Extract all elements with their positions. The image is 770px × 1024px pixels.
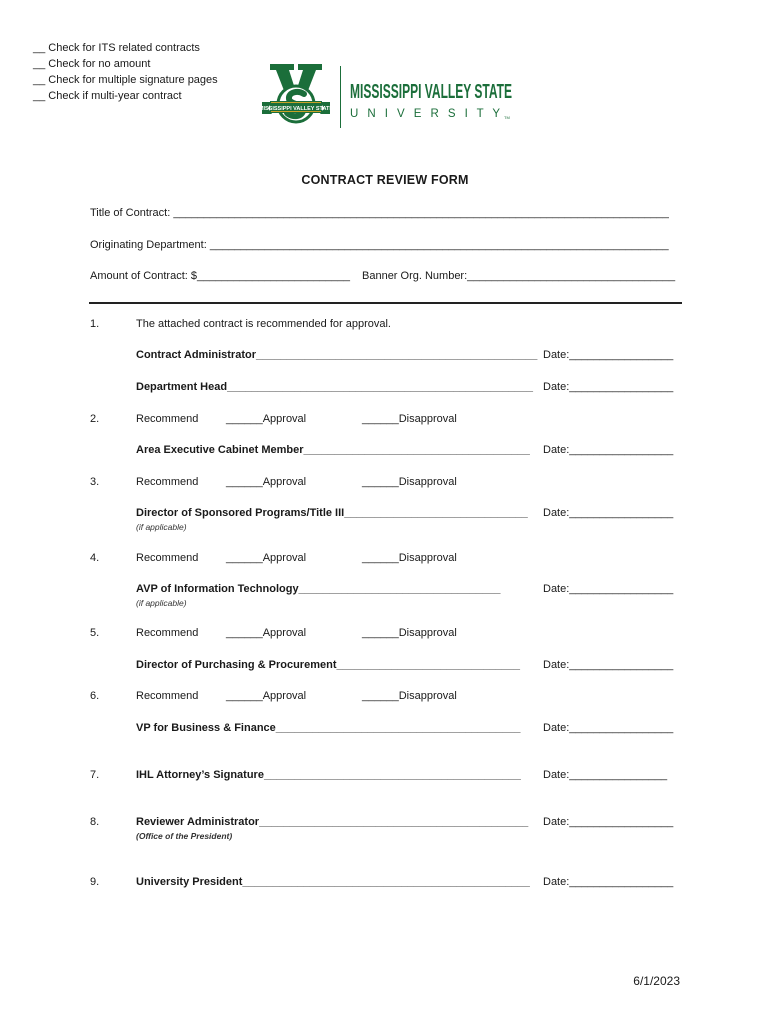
ihl-attorney-signature[interactable]: IHL Attorney’s Signature__________________________________________ [136, 769, 521, 781]
recommend-label: Recommend [136, 476, 199, 488]
originating-department-field[interactable]: Originating Department: ___________________________________________________________________________ [90, 239, 669, 251]
item-number: 5. [90, 627, 100, 639]
intro-text: The attached contract is recommended for approval. [136, 318, 391, 330]
item-number: 9. [90, 876, 100, 888]
approval-option[interactable]: ______Approval [226, 552, 307, 564]
university-president-signature[interactable]: University President_______________________________________________ [136, 876, 530, 888]
approval-option[interactable]: ______Approval [226, 476, 307, 488]
checklist-item: __ Check for multiple signature pages [33, 74, 218, 86]
logo-tm: TM [504, 115, 510, 120]
disapproval-option[interactable]: ______Disapproval [362, 476, 457, 488]
logo-name: MISSISSIPPI VALLEY STATE [350, 80, 512, 103]
approval-option[interactable]: ______Approval [226, 690, 307, 702]
vp-finance-signature[interactable]: VP for Business & Finance________________________________________ [136, 722, 521, 734]
checklist-item: __ Check for ITS related contracts [33, 42, 200, 54]
reviewer-administrator-signature[interactable]: Reviewer Administrator____________________________________________ [136, 816, 529, 828]
item-number: 3. [90, 476, 100, 488]
approval-option[interactable]: ______Approval [226, 627, 307, 639]
amount-of-contract-field[interactable]: Amount of Contract: $_________________________ [90, 270, 350, 282]
form-title: CONTRACT REVIEW FORM [301, 173, 469, 187]
disapproval-option[interactable]: ______Disapproval [362, 627, 457, 639]
department-head-signature[interactable]: Department Head__________________________________________________ [136, 381, 533, 393]
recommend-label: Recommend [136, 690, 199, 702]
disapproval-option[interactable]: ______Disapproval [362, 413, 457, 425]
disapproval-option[interactable]: ______Disapproval [362, 690, 457, 702]
approval-option[interactable]: ______Approval [226, 413, 307, 425]
university-logo [258, 62, 520, 134]
checklist-item: __ Check for no amount [33, 58, 151, 70]
item-number: 1. [90, 318, 100, 330]
checklist-item: __ Check if multi-year contract [33, 90, 182, 102]
date-field[interactable]: Date:_________________ [543, 876, 674, 888]
date-field[interactable]: Date:_________________ [543, 722, 674, 734]
date-field[interactable]: Date:_________________ [543, 444, 674, 456]
office-of-president-note: (Office of the President) [136, 831, 233, 841]
title-of-contract-field[interactable]: Title of Contract: _________________________________________________________________________________ [90, 207, 669, 219]
contract-administrator-signature[interactable]: Contract Administrator______________________________________________ [136, 349, 538, 361]
item-number: 4. [90, 552, 100, 564]
recommend-label: Recommend [136, 627, 199, 639]
disapproval-option[interactable]: ______Disapproval [362, 552, 457, 564]
banner-org-number-field[interactable]: Banner Org. Number:__________________________________ [362, 270, 676, 282]
date-field[interactable]: Date:_________________ [543, 381, 674, 393]
avp-it-signature[interactable]: AVP of Information Technology_________________________________ [136, 583, 501, 595]
recommend-label: Recommend [136, 552, 199, 564]
date-field[interactable]: Date:_________________ [543, 583, 674, 595]
logo-sub: U N I V E R S I T Y [350, 108, 500, 120]
purchasing-signature[interactable]: Director of Purchasing & Procurement______________________________ [136, 659, 521, 671]
area-executive-signature[interactable]: Area Executive Cabinet Member_____________________________________ [136, 444, 530, 456]
date-field[interactable]: Date:_________________ [543, 507, 674, 519]
university-logo-icon [258, 62, 520, 134]
if-applicable-note: (if applicable) [136, 522, 187, 532]
item-number: 7. [90, 769, 100, 781]
item-number: 2. [90, 413, 100, 425]
sponsored-programs-signature[interactable]: Director of Sponsored Programs/Title III______________________________ [136, 507, 528, 519]
if-applicable-note: (if applicable) [136, 598, 187, 608]
item-number: 6. [90, 690, 100, 702]
checklist [33, 40, 218, 104]
date-field[interactable]: Date:_________________ [543, 816, 674, 828]
date-field[interactable]: Date:_________________ [543, 349, 674, 361]
item-number: 8. [90, 816, 100, 828]
seal-text: MISSISSIPPI VALLEY STATE [258, 106, 334, 112]
date-field[interactable]: Date:_________________ [543, 659, 674, 671]
date-field[interactable]: Date:________________ [543, 769, 668, 781]
footer-date: 6/1/2023 [633, 974, 680, 988]
divider [89, 302, 682, 304]
recommend-label: Recommend [136, 413, 199, 425]
